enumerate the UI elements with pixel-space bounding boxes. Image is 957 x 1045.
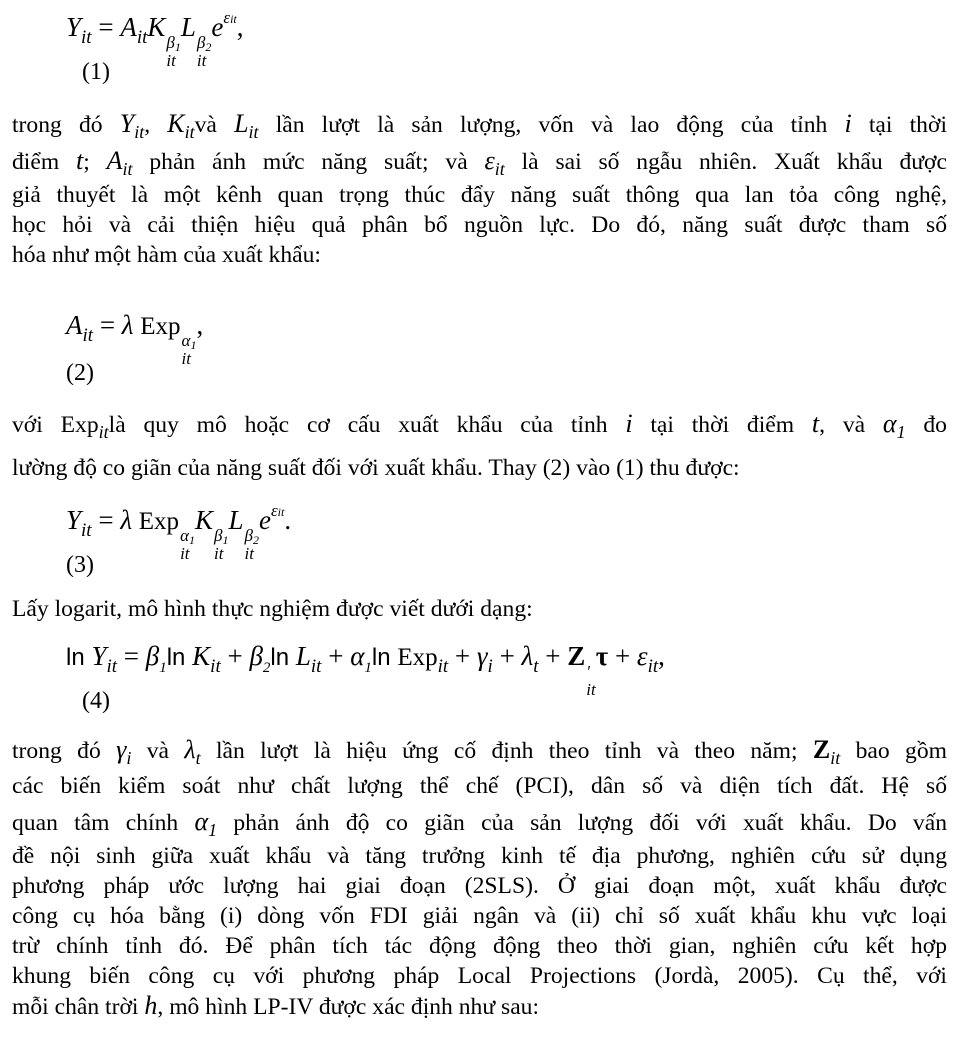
equation-3-number: (3)	[66, 552, 94, 578]
paragraph-1-line: giả thuyết là một kênh quan trọng thúc đẩy năng suất thông qua lan tỏa công nghệ,	[12, 182, 947, 208]
paragraph-3	[12, 592, 947, 626]
paragraph-4-line: mỗi chân trời h, mô hình LP-IV được xác định như sau:	[12, 991, 540, 1020]
paragraph-4-line: khung biến công cụ với phương pháp Local Projections (Jordà, 2005). Cụ thể, với	[12, 963, 947, 989]
paragraph-4-line: các biến kiểm soát như chất lượng thể chế (PCI), dân số và diện tích đất. Hệ số	[12, 773, 947, 799]
paragraph-4-line: đề nội sinh giữa xuất khẩu và tăng trưởng kinh tế địa phương, nghiên cứu sử dụng	[12, 843, 947, 869]
paragraph-1-line: điểm t; $A_{it}$ phản ánh mức năng suất; và $\varepsilon_{it}$ là sai số ngẫu nhiên. Xuất khẩu được	[12, 146, 947, 179]
paragraph-3-line: Lấy logarit, mô hình thực nghiệm được viết dưới dạng:	[12, 596, 533, 622]
equation-2-number: (2)	[66, 360, 94, 386]
paragraph-2-line: với Exp$_{it}$là quy mô hoặc cơ cấu xuất khẩu của tỉnh i tại thời điểm t, và $\alpha_1$ đo	[12, 409, 947, 442]
paragraph-4-line: công cụ hóa bằng (i) dòng vốn FDI giải ngân và (ii) chỉ số xuất khẩu khu vực loại	[12, 903, 947, 929]
paragraph-4-line: quan tâm chính $\alpha_1$ phản ánh độ co giãn của sản lượng đối với xuất khẩu. Do vấn	[12, 807, 947, 840]
equation-4: $\ln Y_{it} = \beta_1\ln$ $K_{it} + \beta_2\ln$ $L_{it} + \alpha_1\ln$ $Exp_{it} + \gamma_i + \lambda_t + Z$ ′ it $\tau + \varepsilon_{it}$,	[66, 641, 665, 699]
paragraph-2-line: lường độ co giãn của năng suất đối với xuất khẩu. Thay (2) vào (1) thu được:	[12, 455, 740, 481]
paragraph-4-line: trong đó $\gamma_i$ và $\lambda_t$ lần lượt là hiệu ứng cố định theo tỉnh và theo năm; $Z_{it}$ bao gồm	[12, 735, 947, 768]
equation-4-number: (4)	[82, 688, 110, 714]
paragraph-1-line: hóa như một hàm của xuất khẩu:	[12, 242, 321, 268]
equation-1-number: (1)	[82, 59, 110, 85]
paragraph-4	[12, 732, 947, 1022]
paragraph-1	[12, 106, 947, 270]
paragraph-4-line: trừ chính tỉnh đó. Để phân tích tác động động theo thời gian, nghiên cứu kết hợp	[12, 933, 947, 959]
equation-2: $A_{it} = \lambda$ Exp $\alpha_1$ it ,	[66, 310, 204, 368]
paragraph-4-line: phương pháp ước lượng hai giai đoạn (2SLS). Ở giai đoạn một, xuất khẩu được	[12, 873, 947, 899]
equation-1: $Y_{it} = A_{it}K$ $\beta_1$ it L $\beta_2$ it $e^{\varepsilon it}$,	[66, 8, 244, 70]
paragraph-1-line: học hỏi và cải thiện hiệu quả phân bổ nguồn lực. Do đó, năng suất được tham số	[12, 212, 947, 238]
paragraph-1-line: trong đó $Y_{it}$, $K_{it}và$ $L_{it}$ lần lượt là sản lượng, vốn và lao động của tỉnh i tại thời	[12, 109, 947, 142]
paragraph-2	[12, 405, 947, 485]
equation-3: $Y_{it} = \lambda$ Exp $\alpha_1$ it K $\beta_1$ it L $\beta_2$ it $e^{\varepsilon it}$.	[66, 501, 292, 563]
